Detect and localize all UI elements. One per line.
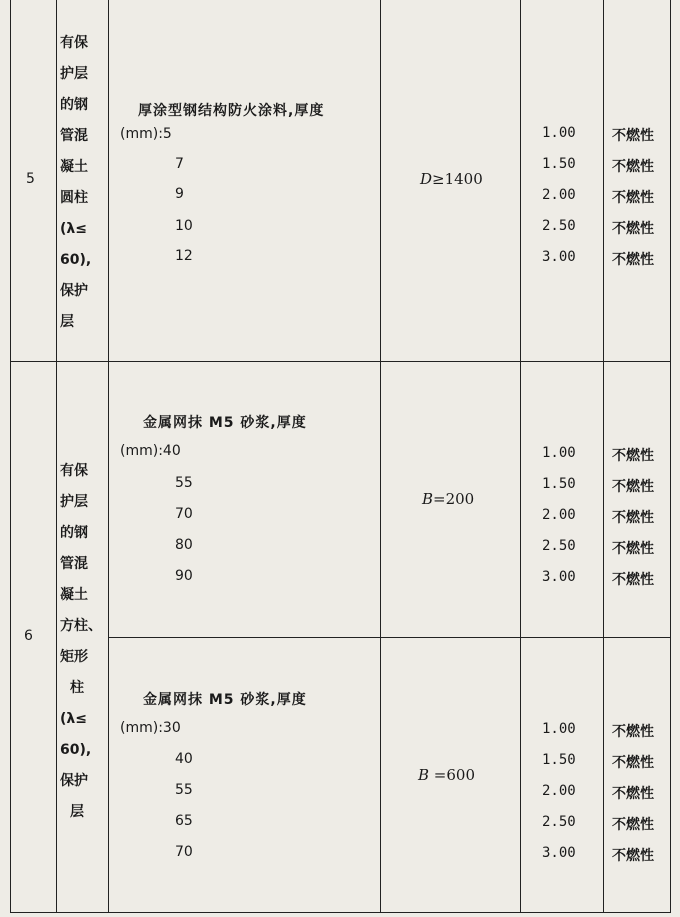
fire-rating: 1.50	[542, 476, 576, 492]
combustibility: 不燃性	[612, 159, 654, 175]
spec-line: 55	[175, 475, 193, 491]
spec-line: (mm):5	[120, 126, 172, 142]
table-border-right	[670, 0, 671, 913]
combustibility: 不燃性	[612, 190, 654, 206]
limit-value: ≥1400	[432, 170, 483, 188]
spec-line: 90	[175, 568, 193, 584]
fire-rating: 1.50	[542, 156, 576, 172]
component-name-line: 层	[70, 804, 84, 820]
limit-variable: B	[418, 766, 430, 784]
component-name-line: 护层	[60, 66, 88, 82]
combustibility: 不燃性	[612, 221, 654, 237]
fire-rating: 1.00	[542, 445, 576, 461]
combustibility: 不燃性	[612, 786, 654, 802]
component-name-line: 保护	[60, 773, 88, 789]
spec-line: 65	[175, 813, 193, 829]
spec-line: 12	[175, 248, 193, 264]
component-name-line: 层	[60, 314, 74, 330]
table-border-left	[10, 0, 11, 913]
section-limit	[420, 170, 483, 188]
spec-line: (mm):30	[120, 720, 181, 736]
component-name-line: 管混	[60, 556, 88, 572]
spec-title: 金属网抹 M5 砂浆,厚度	[143, 692, 307, 708]
spec-line: 7	[175, 156, 184, 172]
subrow-divider	[108, 637, 671, 638]
component-name-line: 护层	[60, 494, 88, 510]
table-border-bottom	[10, 912, 671, 913]
spec-title: 金属网抹 M5 砂浆,厚度	[143, 415, 307, 431]
fire-rating: 1.00	[542, 125, 576, 141]
combustibility: 不燃性	[612, 724, 654, 740]
combustibility: 不燃性	[612, 755, 654, 771]
fire-rating: 3.00	[542, 845, 576, 861]
fire-rating: 3.00	[542, 569, 576, 585]
limit-variable: B	[422, 490, 434, 508]
row-divider	[10, 361, 671, 362]
limit-variable: D	[420, 170, 433, 188]
component-name-line: 柱	[70, 680, 84, 696]
combustibility: 不燃性	[612, 252, 654, 268]
component-name-line: 60),	[60, 252, 92, 268]
spec-line: 40	[175, 751, 193, 767]
component-name-line: 有保	[60, 463, 88, 479]
column-divider	[603, 0, 604, 913]
combustibility: 不燃性	[612, 817, 654, 833]
fire-rating: 3.00	[542, 249, 576, 265]
fire-rating: 2.50	[542, 814, 576, 830]
spec-line: 70	[175, 844, 193, 860]
component-name-line: 60),	[60, 742, 92, 758]
fire-rating: 2.50	[542, 538, 576, 554]
combustibility: 不燃性	[612, 541, 654, 557]
component-name-line: 方柱、	[60, 618, 102, 634]
component-name-line: 矩形	[60, 649, 88, 665]
limit-value: =200	[433, 490, 475, 508]
combustibility: 不燃性	[612, 510, 654, 526]
column-divider	[56, 0, 57, 913]
row-number: 6	[24, 628, 33, 644]
component-name	[60, 456, 110, 828]
component-name-line: 保护	[60, 283, 88, 299]
fire-rating: 2.50	[542, 218, 576, 234]
fire-rating: 2.00	[542, 783, 576, 799]
component-name-line: 的钢	[60, 97, 88, 113]
fire-rating: 1.50	[542, 752, 576, 768]
section-limit	[418, 766, 475, 784]
component-name-line: 的钢	[60, 525, 88, 541]
spec-line: 70	[175, 506, 193, 522]
spec-title: 厚涂型钢结构防火涂料,厚度	[138, 103, 325, 119]
fire-rating: 2.00	[542, 507, 576, 523]
combustibility: 不燃性	[612, 128, 654, 144]
component-name-line: 圆柱	[60, 190, 88, 206]
component-name-line: 凝土	[60, 159, 88, 175]
limit-value: =600	[429, 766, 475, 784]
spec-line: (mm):40	[120, 443, 181, 459]
section-limit	[422, 490, 474, 508]
row-number: 5	[26, 171, 35, 187]
column-divider	[380, 0, 381, 913]
fire-rating: 1.00	[542, 721, 576, 737]
component-name-line: 有保	[60, 35, 88, 51]
combustibility: 不燃性	[612, 479, 654, 495]
column-divider	[520, 0, 521, 913]
combustibility: 不燃性	[612, 848, 654, 864]
fire-rating: 2.00	[542, 187, 576, 203]
combustibility: 不燃性	[612, 572, 654, 588]
component-name-line: 管混	[60, 128, 88, 144]
component-name	[60, 28, 110, 338]
spec-line: 9	[175, 186, 184, 202]
spec-line: 10	[175, 218, 193, 234]
component-name-line: 凝土	[60, 587, 88, 603]
spec-line: 80	[175, 537, 193, 553]
component-name-line: (λ≤	[60, 711, 87, 727]
combustibility: 不燃性	[612, 448, 654, 464]
spec-line: 55	[175, 782, 193, 798]
component-name-line: (λ≤	[60, 221, 87, 237]
